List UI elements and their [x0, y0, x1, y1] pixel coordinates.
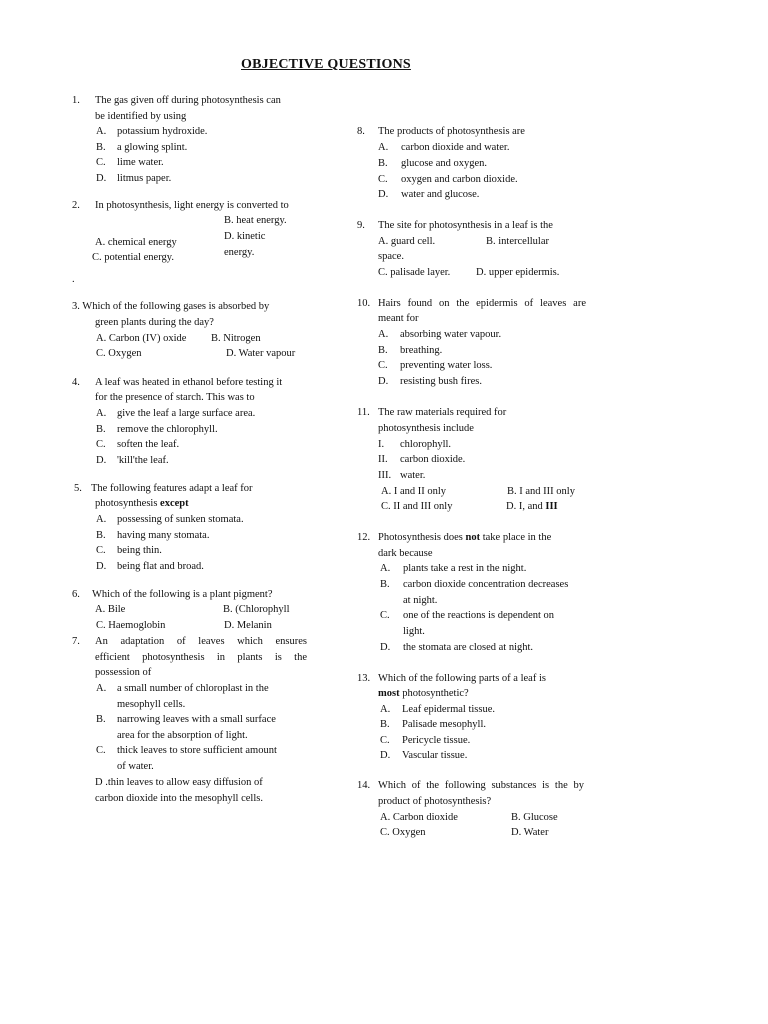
question-text: The raw materials required for	[378, 407, 507, 418]
option-letter: A.	[96, 514, 107, 525]
option-c: C. Oxygen	[380, 827, 426, 838]
question-text: product of photosynthesis?	[378, 796, 492, 807]
option-text: soften the leaf.	[117, 439, 180, 450]
question-text	[95, 496, 189, 512]
option-letter: B.	[380, 579, 390, 590]
question-number: 6.	[72, 589, 80, 600]
question-text: meant for	[378, 313, 419, 324]
option-text: light.	[403, 626, 425, 637]
option-letter: C.	[380, 610, 390, 621]
question-text: possession of	[95, 667, 152, 678]
option-letter: D.	[96, 173, 107, 184]
option-a: A. chemical energy	[95, 237, 177, 248]
option-text: at night.	[403, 595, 438, 606]
option-c: C. Oxygen	[96, 348, 142, 359]
option-letter: B.	[378, 158, 388, 169]
option-text: thick leaves to store sufficient amount	[117, 745, 277, 756]
item-text: water.	[400, 470, 426, 481]
option-letter: C.	[378, 174, 388, 185]
question-number: 13.	[357, 673, 371, 684]
question-text-part: Photosynthesis does	[378, 532, 466, 543]
option-letter: B.	[96, 142, 106, 153]
option-letter: D.	[380, 750, 391, 761]
option-letter: D.	[378, 189, 389, 200]
option-text: mesophyll cells.	[117, 699, 186, 710]
option-d: D. Water vapour	[226, 348, 296, 359]
option-text: oxygen and carbon dioxide.	[401, 174, 518, 185]
question-number: 7.	[72, 636, 80, 647]
question-text: be identified by using	[95, 111, 187, 122]
question-text	[378, 686, 469, 702]
question-text: Which of the following parts of a leaf is	[378, 673, 546, 684]
item-text: chlorophyll.	[400, 439, 452, 450]
question-text-part: photosynthetic?	[399, 688, 469, 699]
question-text: A leaf was heated in ethanol before testing it	[95, 377, 283, 388]
option-text: litmus paper.	[117, 173, 172, 184]
option-a: A. Bile	[95, 604, 126, 615]
option-text: remove the chlorophyll.	[117, 424, 218, 435]
question-text: green plants during the day?	[95, 317, 214, 328]
option-c: C. Haemoglobin	[96, 620, 166, 631]
stray-dot: .	[72, 274, 75, 285]
option-b: B. (Chlorophyll	[223, 604, 290, 615]
question-text: efficient photosynthesis in plants is the	[95, 652, 307, 663]
option-letter: D.	[96, 455, 107, 466]
option-letter: A.	[96, 408, 107, 419]
page-title: OBJECTIVE QUESTIONS	[241, 57, 411, 72]
option-a: A. I and II only	[381, 486, 447, 497]
option-text: a glowing splint.	[117, 142, 188, 153]
option-letter: C.	[96, 745, 106, 756]
option-a: A. guard cell.	[378, 236, 436, 247]
option-letter: C.	[96, 545, 106, 556]
question-text: An adaptation of leaves which ensures	[95, 636, 307, 647]
option-text: water and glucose.	[401, 189, 480, 200]
option-letter: A.	[378, 142, 389, 153]
option-b: B. I and III only	[507, 486, 575, 497]
option-text: breathing.	[400, 345, 443, 356]
option-text: being thin.	[117, 545, 162, 556]
emphasis: most	[378, 688, 400, 699]
question-number: 5.	[74, 483, 82, 494]
question-text: The site for photosynthesis in a leaf is the	[378, 220, 553, 231]
emphasis: except	[160, 498, 189, 509]
option-text: being flat and broad.	[117, 561, 204, 572]
item-text: carbon dioxide.	[400, 454, 466, 465]
option-letter: A.	[96, 126, 107, 137]
option-c: C. palisade layer.	[378, 267, 451, 278]
option-letter: A.	[380, 704, 391, 715]
option-letter: D.	[96, 561, 107, 572]
question-text	[378, 530, 551, 546]
question-number: 14.	[357, 780, 371, 791]
option-text: Pericycle tissue.	[402, 735, 471, 746]
option-text: preventing water loss.	[400, 360, 493, 371]
option-letter: B.	[96, 714, 106, 725]
option-d-text: D. I, and	[506, 501, 546, 512]
option-text: possessing of sunken stomata.	[117, 514, 244, 525]
option-d: D. kinetic	[224, 231, 266, 242]
question-number: 2.	[72, 200, 80, 211]
option-b: B. Glucose	[511, 812, 558, 823]
option-d-cont: energy.	[224, 247, 255, 258]
option-letter: B.	[96, 424, 106, 435]
question-text: Which of the following is a plant pigment?	[92, 589, 273, 600]
option-b: B. Nitrogen	[211, 333, 261, 344]
question-number: 8.	[357, 126, 365, 137]
option-text: having many stomata.	[117, 530, 210, 541]
emphasis: not	[465, 532, 481, 543]
item-number: III.	[378, 470, 392, 481]
option-text: resisting bush fires.	[400, 376, 482, 387]
option-text: 'kill'the leaf.	[117, 455, 169, 466]
option-text: Leaf epidermal tissue.	[402, 704, 496, 715]
option-text: Vascular tissue.	[402, 750, 468, 761]
option-letter: D.	[378, 376, 389, 387]
option-a: A. Carbon dioxide	[380, 812, 458, 823]
option-letter: B.	[380, 719, 390, 730]
question-number: 9.	[357, 220, 365, 231]
option-text: area for the absorption of light.	[117, 730, 248, 741]
option-text: the stomata are closed at night.	[403, 642, 534, 653]
option-text: plants take a rest in the night.	[403, 563, 527, 574]
option-text: potassium hydroxide.	[117, 126, 208, 137]
option-c: C. potential energy.	[92, 252, 174, 263]
option-letter: B.	[96, 530, 106, 541]
option-letter: A.	[380, 563, 391, 574]
option-text: carbon dioxide and water.	[401, 142, 510, 153]
question-text: dark because	[378, 548, 433, 559]
question-text: The following features adapt a leaf for	[91, 483, 253, 494]
question-number: 12.	[357, 532, 371, 543]
option-b-cont: space.	[378, 251, 404, 262]
option-text: lime water.	[117, 157, 164, 168]
option-text: glucose and oxygen.	[401, 158, 488, 169]
option-letter: A.	[378, 329, 389, 340]
option-text: narrowing leaves with a small surface	[117, 714, 276, 725]
question-text-part: take place in the	[480, 532, 552, 543]
item-number: II.	[378, 454, 388, 465]
option-text: one of the reactions is dependent on	[403, 610, 555, 621]
option-text: Palisade mesophyll.	[402, 719, 486, 730]
question-text: In photosynthesis, light energy is converted to	[95, 200, 289, 211]
option-letter: A.	[96, 683, 107, 694]
question-text: The products of photosynthesis are	[378, 126, 525, 137]
question-text: Which of the following substances is the by	[378, 780, 584, 791]
option-d: D. Water	[511, 827, 549, 838]
option-letter: D.	[380, 642, 391, 653]
option-d	[506, 499, 558, 515]
option-text: absorbing water vapour.	[400, 329, 502, 340]
question-text: The gas given off during photosynthesis can	[95, 95, 281, 106]
option-text: D .thin leaves to allow easy diffusion of	[95, 777, 263, 788]
option-text: a small number of chloroplast in the	[117, 683, 269, 694]
option-letter: C.	[378, 360, 388, 371]
question-text: 3. Which of the following gases is absorbed by	[72, 301, 270, 312]
option-c: C. II and III only	[381, 501, 453, 512]
option-a: A. Carbon (IV) oxide	[96, 333, 187, 344]
question-text: for the presence of starch. This was to	[95, 392, 255, 403]
emphasis: III	[545, 501, 558, 512]
question-number: 4.	[72, 377, 80, 388]
question-text: Hairs found on the epidermis of leaves are	[378, 298, 586, 309]
option-letter: C.	[380, 735, 390, 746]
question-text-part: photosynthesis	[95, 498, 161, 509]
option-d: D. upper epidermis.	[476, 267, 560, 278]
option-text: give the leaf a large surface area.	[117, 408, 256, 419]
question-number: 10.	[357, 298, 371, 309]
option-text: carbon dioxide into the mesophyll cells.	[95, 793, 263, 804]
option-b: B. intercellular	[486, 236, 549, 247]
question-number: 11.	[357, 407, 370, 418]
option-letter: C.	[96, 439, 106, 450]
question-text: photosynthesis include	[378, 423, 474, 434]
item-number: I.	[378, 439, 385, 450]
option-b: B. heat energy.	[224, 215, 287, 226]
option-letter: B.	[378, 345, 388, 356]
option-letter: C.	[96, 157, 106, 168]
question-number: 1.	[72, 95, 80, 106]
option-text: carbon dioxide concentration decreases	[403, 579, 569, 590]
option-text: of water.	[117, 761, 154, 772]
option-d: D. Melanin	[224, 620, 272, 631]
